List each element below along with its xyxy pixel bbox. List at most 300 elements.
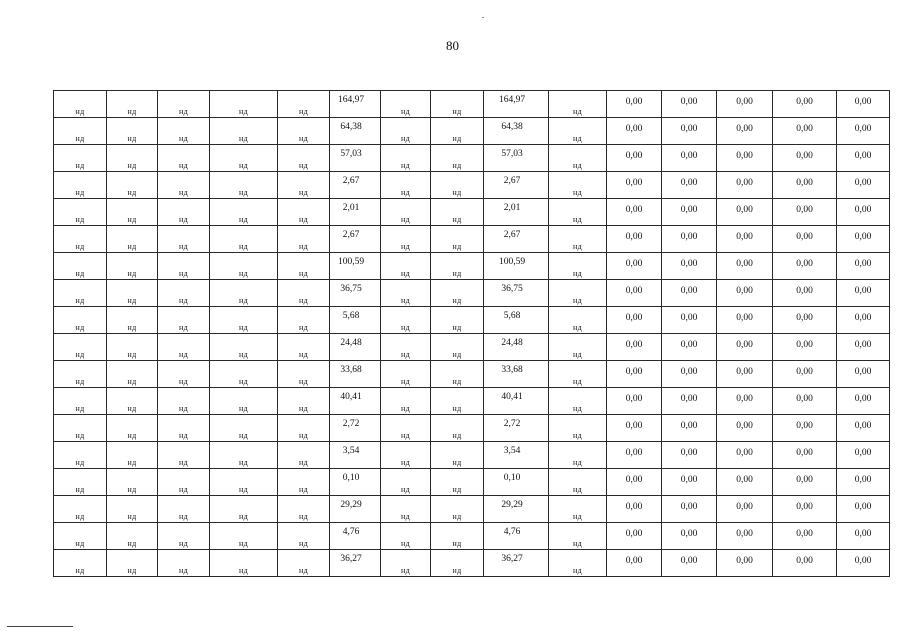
cell-text: 0,00: [796, 232, 813, 242]
cell-text: нд: [127, 107, 137, 116]
table-cell: [330, 496, 381, 523]
table-cell: [773, 334, 837, 361]
table-cell: [431, 550, 484, 577]
table-cell: [107, 334, 158, 361]
cell-text: нд: [179, 485, 188, 494]
cell-text: нд: [75, 431, 85, 440]
table-cell: [381, 91, 431, 118]
table-cell: [330, 361, 381, 388]
cell-text: нд: [179, 566, 188, 575]
cell-text: 0,00: [854, 421, 872, 431]
cell-text: 0,00: [625, 151, 643, 161]
table-cell: [607, 226, 662, 253]
table-row: [54, 199, 890, 226]
table-cell: [158, 172, 210, 199]
table-cell: [837, 91, 890, 118]
cell-text: 29,29: [340, 500, 362, 510]
cell-text: 0,00: [625, 394, 643, 404]
cell-text: нд: [573, 404, 582, 413]
table-cell: [330, 118, 381, 145]
table-cell: [107, 280, 158, 307]
cell-text: 100,59: [498, 257, 526, 267]
table-cell: [278, 91, 330, 118]
cell-text: 0,00: [796, 367, 813, 377]
cell-text: 0,00: [854, 502, 872, 512]
table-cell: [837, 334, 890, 361]
cell-text: нд: [452, 188, 462, 197]
cell-text: нд: [401, 350, 410, 359]
table-cell: [607, 550, 662, 577]
table-cell: [54, 388, 107, 415]
table-row: [54, 91, 890, 118]
cell-text: нд: [239, 188, 248, 197]
table-cell: [431, 469, 484, 496]
cell-text: 40,41: [340, 392, 362, 402]
cell-text: 0,00: [854, 124, 872, 134]
cell-text: 0,00: [736, 97, 753, 107]
cell-text: 0,00: [736, 286, 753, 296]
cell-text: нд: [299, 323, 308, 332]
table-cell: [484, 334, 549, 361]
cell-text: нд: [573, 269, 582, 278]
table-cell: [107, 469, 158, 496]
table-cell: [549, 469, 607, 496]
table-cell: [837, 496, 890, 523]
cell-text: 164,97: [498, 95, 526, 105]
table-cell: [549, 388, 607, 415]
table-row: [54, 145, 890, 172]
table-cell: [717, 361, 773, 388]
table-cell: [278, 496, 330, 523]
cell-text: 64,38: [501, 122, 523, 132]
cell-text: 4,76: [342, 527, 360, 537]
table-cell: [607, 172, 662, 199]
cell-text: нд: [239, 566, 248, 575]
table-cell: [484, 469, 549, 496]
table-cell: [484, 199, 549, 226]
cell-text: 36,75: [340, 284, 362, 294]
cell-text: нд: [179, 215, 188, 224]
table-cell: [381, 388, 431, 415]
table-cell: [431, 226, 484, 253]
cell-text: нд: [239, 512, 248, 521]
cell-text: 0,00: [854, 556, 872, 566]
table-cell: [381, 172, 431, 199]
cell-text: 0,00: [854, 394, 872, 404]
table-cell: [484, 415, 549, 442]
cell-text: 0,00: [854, 151, 872, 161]
table-cell: [662, 469, 717, 496]
table-cell: [381, 118, 431, 145]
cell-text: 2,72: [342, 419, 360, 429]
table-cell: [158, 226, 210, 253]
table-cell: [662, 145, 717, 172]
data-table: [53, 90, 890, 577]
table-cell: [381, 145, 431, 172]
cell-text: 0,00: [736, 313, 753, 323]
cell-text: нд: [127, 296, 137, 305]
table-cell: [717, 118, 773, 145]
table-cell: [837, 226, 890, 253]
table-cell: [717, 280, 773, 307]
cell-text: нд: [239, 458, 248, 467]
table-cell: [431, 388, 484, 415]
cell-text: нд: [452, 215, 462, 224]
table-cell: [431, 361, 484, 388]
table-cell: [158, 442, 210, 469]
table-cell: [431, 172, 484, 199]
table-cell: [484, 388, 549, 415]
cell-text: нд: [401, 431, 410, 440]
cell-text: нд: [452, 512, 462, 521]
cell-text: нд: [239, 323, 248, 332]
cell-text: нд: [239, 539, 248, 548]
cell-text: нд: [127, 566, 137, 575]
table-row: [54, 361, 890, 388]
cell-text: нд: [452, 431, 462, 440]
table-cell: [431, 496, 484, 523]
table-row: [54, 415, 890, 442]
table-cell: [330, 334, 381, 361]
table-cell: [549, 496, 607, 523]
cell-text: 0,00: [854, 259, 872, 269]
table-cell: [278, 334, 330, 361]
table-cell: [837, 253, 890, 280]
table-cell: [381, 442, 431, 469]
cell-text: нд: [452, 404, 462, 413]
cell-text: нд: [452, 269, 462, 278]
table-cell: [837, 307, 890, 334]
cell-text: нд: [299, 485, 308, 494]
cell-text: 36,27: [501, 554, 523, 564]
table-cell: [107, 550, 158, 577]
cell-text: 2,01: [503, 203, 521, 213]
cell-text: нд: [179, 269, 188, 278]
cell-text: нд: [75, 215, 85, 224]
table-cell: [607, 253, 662, 280]
cell-text: нд: [573, 242, 582, 251]
table-cell: [210, 523, 278, 550]
table-cell: [381, 280, 431, 307]
cell-text: нд: [452, 242, 462, 251]
table-cell: [607, 307, 662, 334]
table-cell: [210, 442, 278, 469]
table-cell: [431, 415, 484, 442]
cell-text: нд: [179, 458, 188, 467]
table-cell: [773, 118, 837, 145]
table-cell: [381, 496, 431, 523]
table-cell: [549, 361, 607, 388]
table-row: [54, 523, 890, 550]
scan-mark: [482, 17, 484, 18]
cell-text: 0,00: [796, 151, 813, 161]
cell-text: нд: [239, 485, 248, 494]
table-cell: [210, 550, 278, 577]
cell-text: нд: [299, 404, 308, 413]
table-cell: [54, 226, 107, 253]
table-cell: [210, 307, 278, 334]
table-cell: [717, 388, 773, 415]
table-cell: [158, 496, 210, 523]
cell-text: нд: [299, 512, 308, 521]
cell-text: 0,00: [680, 313, 698, 323]
table-cell: [54, 442, 107, 469]
table-cell: [278, 172, 330, 199]
table-cell: [210, 361, 278, 388]
cell-text: 2,67: [342, 176, 360, 186]
cell-text: 0,00: [796, 340, 813, 350]
table-cell: [330, 388, 381, 415]
cell-text: нд: [452, 161, 462, 170]
cell-text: 0,00: [796, 448, 813, 458]
table-cell: [549, 172, 607, 199]
cell-text: 0,00: [854, 286, 872, 296]
cell-text: нд: [239, 431, 248, 440]
table-cell: [210, 469, 278, 496]
table-cell: [662, 334, 717, 361]
footnote-rule: [7, 626, 73, 627]
table-cell: [484, 442, 549, 469]
table-cell: [107, 388, 158, 415]
table-cell: [107, 226, 158, 253]
cell-text: 64,38: [340, 122, 362, 132]
cell-text: 0,00: [736, 151, 753, 161]
table-cell: [210, 496, 278, 523]
cell-text: 0,00: [796, 97, 813, 107]
table-cell: [54, 334, 107, 361]
table-cell: [484, 361, 549, 388]
table-cell: [484, 253, 549, 280]
cell-text: нд: [75, 242, 85, 251]
table-cell: [210, 145, 278, 172]
cell-text: нд: [127, 134, 137, 143]
table-cell: [607, 334, 662, 361]
cell-text: 0,10: [342, 473, 360, 483]
table-cell: [381, 307, 431, 334]
table-cell: [54, 550, 107, 577]
cell-text: 0,00: [796, 502, 813, 512]
cell-text: 3,54: [503, 446, 521, 456]
cell-text: нд: [179, 539, 188, 548]
cell-text: нд: [299, 269, 308, 278]
table-cell: [662, 91, 717, 118]
cell-text: 0,00: [680, 232, 698, 242]
table-cell: [381, 199, 431, 226]
table-cell: [773, 145, 837, 172]
cell-text: нд: [239, 404, 248, 413]
cell-text: 36,27: [340, 554, 362, 564]
table-cell: [158, 415, 210, 442]
cell-text: 0,00: [625, 124, 643, 134]
table-cell: [837, 280, 890, 307]
cell-text: 0,00: [680, 340, 698, 350]
table-row: [54, 118, 890, 145]
cell-text: 0,00: [736, 205, 753, 215]
table-cell: [330, 523, 381, 550]
table-cell: [837, 361, 890, 388]
cell-text: 0,00: [680, 259, 698, 269]
cell-text: нд: [401, 323, 410, 332]
cell-text: нд: [401, 512, 410, 521]
table-cell: [717, 199, 773, 226]
cell-text: 0,00: [680, 556, 698, 566]
cell-text: 0,00: [796, 394, 813, 404]
table-cell: [54, 415, 107, 442]
cell-text: нд: [179, 296, 188, 305]
cell-text: 0,00: [680, 502, 698, 512]
table-cell: [549, 199, 607, 226]
table-cell: [717, 334, 773, 361]
cell-text: 0,00: [736, 421, 753, 431]
table-cell: [107, 523, 158, 550]
table-row: [54, 550, 890, 577]
cell-text: нд: [75, 134, 85, 143]
table-row: [54, 334, 890, 361]
table-cell: [431, 145, 484, 172]
table-cell: [158, 91, 210, 118]
cell-text: нд: [179, 107, 188, 116]
table-cell: [278, 199, 330, 226]
table-cell: [54, 280, 107, 307]
cell-text: 0,00: [680, 151, 698, 161]
table-cell: [773, 496, 837, 523]
table-cell: [158, 118, 210, 145]
table-cell: [484, 307, 549, 334]
table-cell: [278, 415, 330, 442]
table-cell: [549, 145, 607, 172]
table-cell: [381, 415, 431, 442]
table-cell: [210, 415, 278, 442]
cell-text: 0,00: [854, 367, 872, 377]
cell-text: 0,00: [680, 286, 698, 296]
cell-text: нд: [573, 350, 582, 359]
cell-text: нд: [127, 215, 137, 224]
cell-text: нд: [179, 188, 188, 197]
cell-text: 0,00: [736, 502, 753, 512]
table-cell: [773, 388, 837, 415]
table-cell: [549, 280, 607, 307]
table-cell: [607, 199, 662, 226]
cell-text: нд: [75, 404, 85, 413]
table-cell: [158, 145, 210, 172]
cell-text: 0,00: [736, 124, 753, 134]
cell-text: нд: [573, 377, 582, 386]
cell-text: нд: [452, 458, 462, 467]
cell-text: нд: [75, 539, 85, 548]
table-cell: [607, 388, 662, 415]
cell-text: нд: [299, 377, 308, 386]
table-cell: [107, 172, 158, 199]
cell-text: нд: [75, 296, 85, 305]
cell-text: 2,67: [342, 230, 360, 240]
table-cell: [717, 442, 773, 469]
table-cell: [107, 145, 158, 172]
cell-text: 2,67: [503, 176, 521, 186]
table-cell: [773, 550, 837, 577]
table-cell: [107, 118, 158, 145]
table-cell: [330, 91, 381, 118]
table-cell: [607, 523, 662, 550]
table-cell: [54, 199, 107, 226]
table-cell: [773, 361, 837, 388]
cell-text: нд: [401, 269, 410, 278]
table-cell: [158, 469, 210, 496]
table-cell: [662, 253, 717, 280]
table-cell: [54, 469, 107, 496]
table-cell: [549, 523, 607, 550]
table-cell: [717, 172, 773, 199]
cell-text: нд: [401, 485, 410, 494]
table-cell: [662, 523, 717, 550]
cell-text: нд: [75, 458, 85, 467]
cell-text: нд: [299, 539, 308, 548]
table-cell: [717, 145, 773, 172]
table-cell: [549, 253, 607, 280]
cell-text: нд: [127, 458, 137, 467]
cell-text: нд: [299, 458, 308, 467]
table-body: [54, 91, 890, 577]
cell-text: 2,01: [342, 203, 360, 213]
table-cell: [107, 442, 158, 469]
cell-text: нд: [75, 269, 85, 278]
cell-text: нд: [299, 431, 308, 440]
table-cell: [549, 226, 607, 253]
table-cell: [54, 361, 107, 388]
table-cell: [773, 442, 837, 469]
cell-text: нд: [239, 350, 248, 359]
table-cell: [210, 280, 278, 307]
cell-text: нд: [452, 350, 462, 359]
cell-text: нд: [127, 242, 137, 251]
cell-text: нд: [401, 458, 410, 467]
cell-text: нд: [127, 512, 137, 521]
cell-text: нд: [573, 188, 582, 197]
cell-text: 3,54: [342, 446, 360, 456]
table-row: [54, 172, 890, 199]
cell-text: 0,00: [680, 448, 698, 458]
table-cell: [107, 91, 158, 118]
cell-text: 0,00: [796, 529, 813, 539]
table-cell: [278, 388, 330, 415]
cell-text: нд: [401, 107, 410, 116]
table-cell: [484, 280, 549, 307]
cell-text: 0,00: [854, 529, 872, 539]
cell-text: 0,00: [625, 556, 643, 566]
cell-text: 0,00: [736, 475, 753, 485]
table-cell: [549, 415, 607, 442]
cell-text: нд: [239, 107, 248, 116]
table-cell: [210, 172, 278, 199]
cell-text: нд: [299, 242, 308, 251]
table-cell: [773, 226, 837, 253]
cell-text: нд: [573, 161, 582, 170]
table-cell: [837, 172, 890, 199]
table-cell: [662, 118, 717, 145]
cell-text: нд: [299, 296, 308, 305]
table-cell: [431, 91, 484, 118]
table-cell: [210, 91, 278, 118]
cell-text: 0,00: [625, 97, 643, 107]
table-cell: [54, 523, 107, 550]
table-cell: [717, 523, 773, 550]
table-cell: [210, 334, 278, 361]
cell-text: нд: [573, 539, 582, 548]
cell-text: 29,29: [501, 500, 523, 510]
cell-text: 0,00: [680, 394, 698, 404]
table-cell: [484, 550, 549, 577]
cell-text: 0,00: [736, 556, 753, 566]
table-cell: [54, 307, 107, 334]
